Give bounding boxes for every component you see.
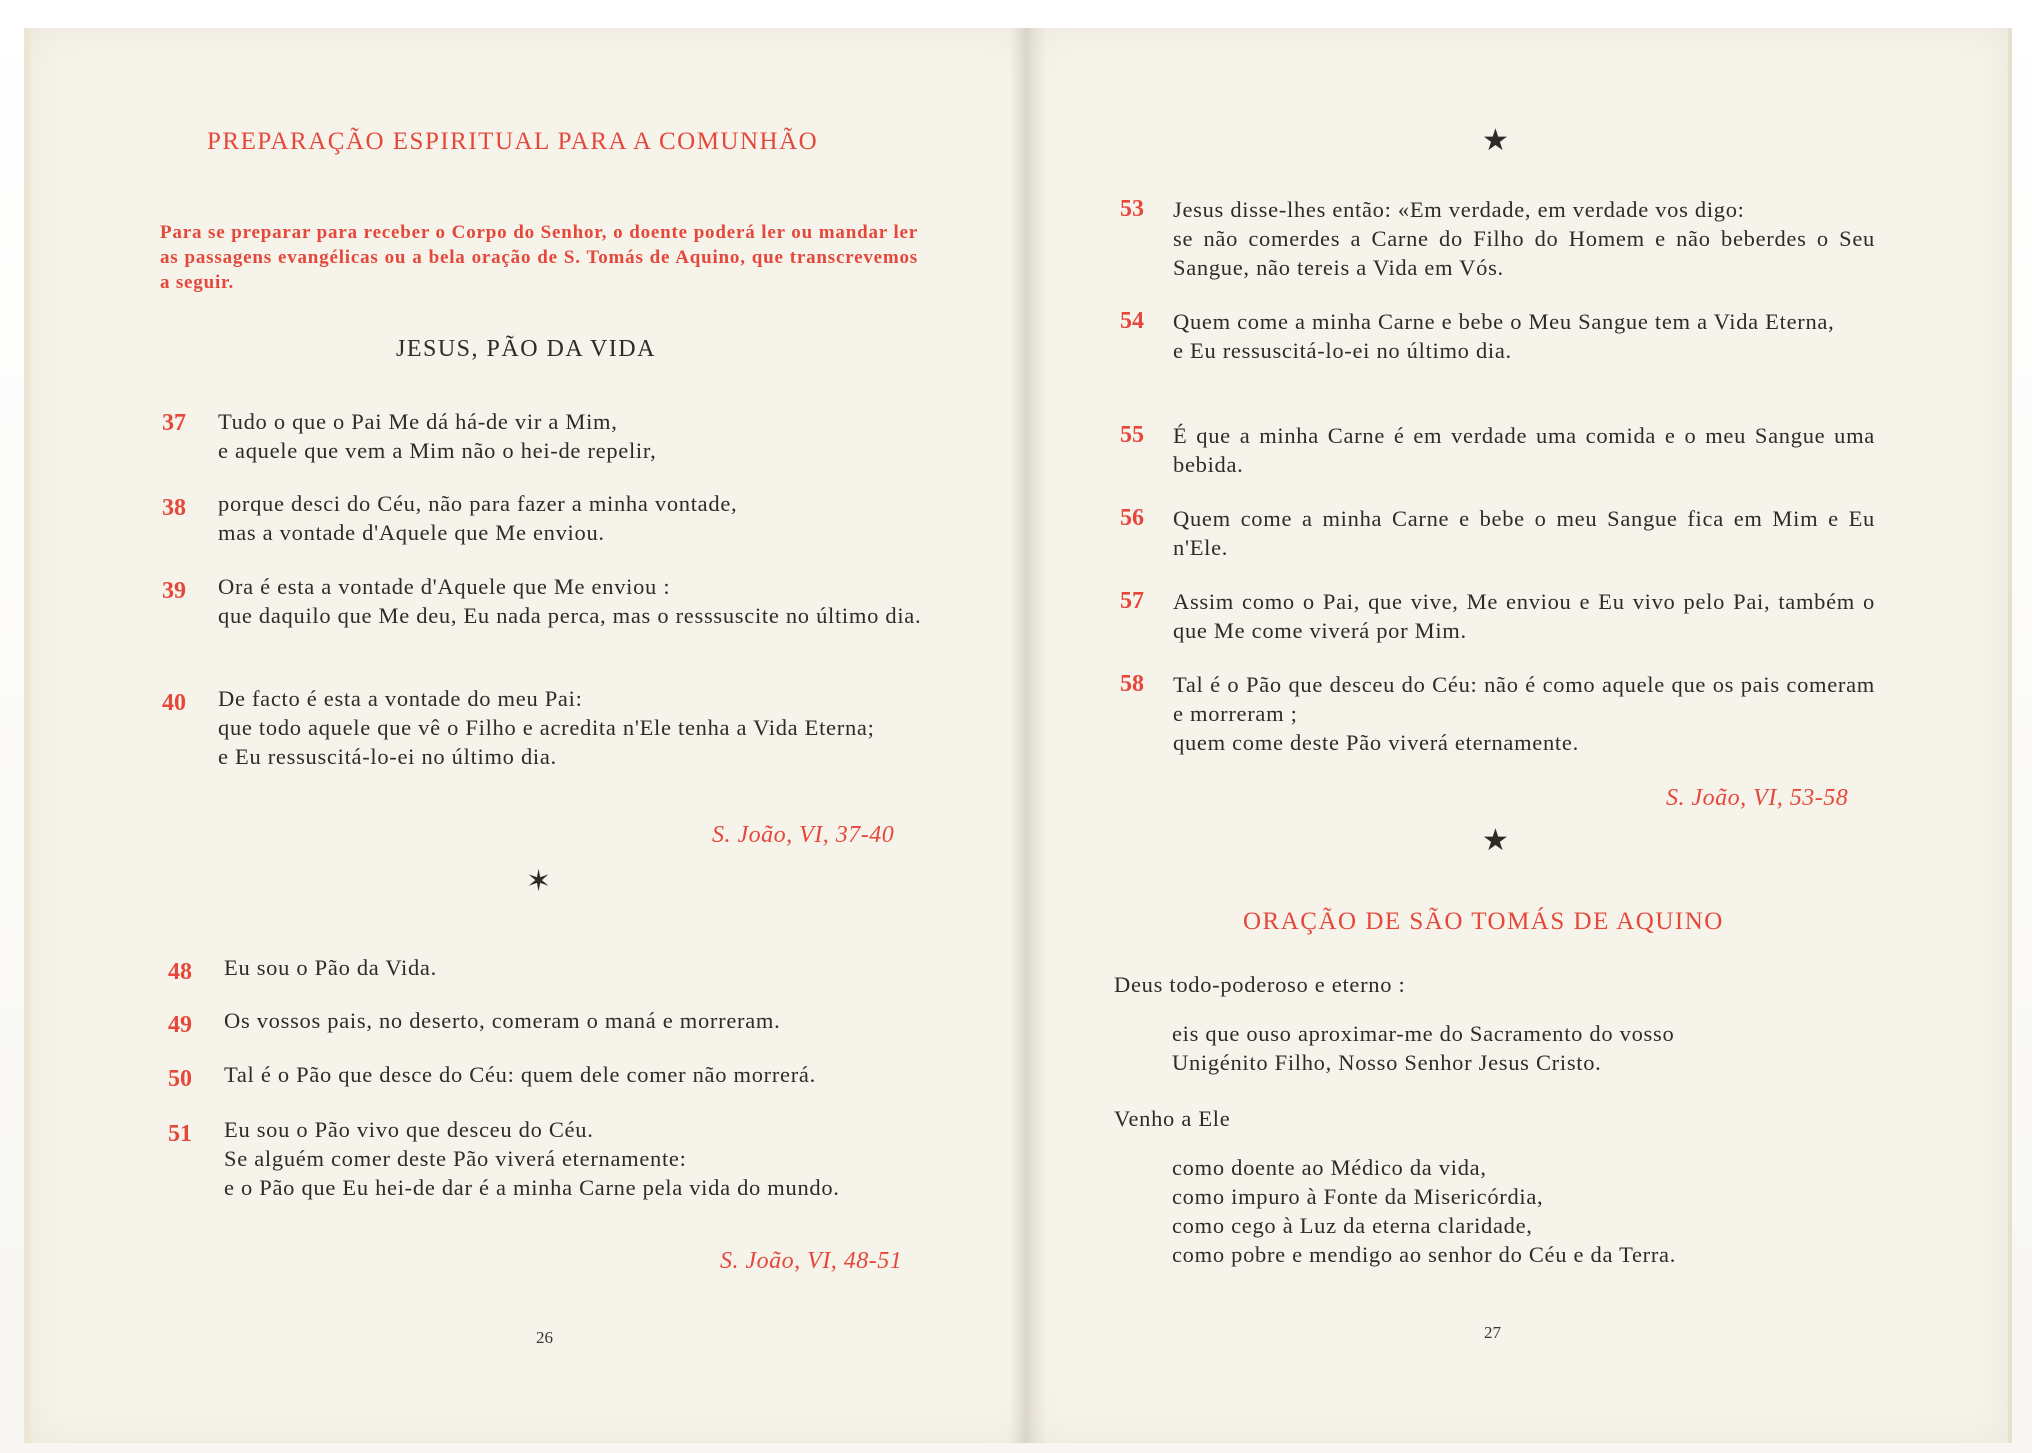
verse-number: 55 — [1120, 422, 1144, 448]
book-gutter — [1010, 28, 1046, 1443]
verse-number: 54 — [1120, 308, 1144, 334]
citation-john-53-58: S. João, VI, 53-58 — [1666, 785, 1849, 811]
verse-number: 53 — [1120, 196, 1144, 222]
verse-number: 40 — [162, 690, 186, 716]
verse-number: 58 — [1120, 671, 1144, 697]
citation-john-48-51: S. João, VI, 48-51 — [720, 1248, 903, 1274]
verse-number: 48 — [168, 959, 192, 985]
prayer-stanza-1: eis que ouso aproximar-me do Sacramento do vosso Unigénito Filho, Nosso Senhor Jesus Cristo. — [1172, 1021, 1675, 1075]
verse-text: Tal é o Pão que desce do Céu: quem dele comer não morrerá. — [224, 1062, 816, 1087]
prayer-intro: Deus todo-poderoso e eterno : — [1114, 972, 1406, 997]
heading-jesus-pao-da-vida: JESUS, PÃO DA VIDA — [396, 336, 656, 362]
verse-text: Eu sou o Pão da Vida. — [224, 955, 437, 980]
verse-text: Eu sou o Pão vivo que desceu do Céu. Se alguém comer deste Pão viverá eternamente: e o Pão que Eu hei-de dar é a minha Carne pela vida do mundo. — [224, 1117, 840, 1200]
verse-number: 51 — [168, 1121, 192, 1147]
intro-paragraph: Para se preparar para receber o Corpo do Senhor, o doente poderá ler ou mandar ler as passagens evangélicas ou a bela oração de S. Tomás de Aquino, que transcrevemos a seguir. — [160, 222, 918, 293]
star-ornament: ✶ — [526, 865, 552, 898]
verse-number: 56 — [1120, 505, 1144, 531]
verse-text: Assim como o Pai, que vive, Me enviou e Eu vivo pelo Pai, também o que Me come viverá por Mim. — [1173, 589, 1875, 643]
verse-number: 39 — [162, 578, 186, 604]
verse-text: Quem come a minha Carne e bebe o Meu Sangue tem a Vida Eterna, e Eu ressuscitá-lo-ei no último dia. — [1173, 309, 1835, 363]
star-ornament: ★ — [1482, 124, 1509, 157]
page-number-left: 26 — [536, 1328, 553, 1347]
verse-text: De facto é esta a vontade do meu Pai: que todo aquele que vê o Filho e acredita n'Ele tenha a Vida Eterna; e Eu ressuscitá-lo-ei no último dia. — [218, 686, 875, 769]
citation-john-37-40: S. João, VI, 37-40 — [712, 822, 895, 848]
verse-text: É que a minha Carne é em verdade uma comida e o meu Sangue uma bebida. — [1173, 423, 1875, 477]
prayer-stanza-2: como doente ao Médico da vida, como impuro à Fonte da Misericórdia, como cego à Luz da eterna claridade, como pobre e mendigo ao senhor do Céu e da Terra. — [1172, 1155, 1677, 1267]
verse-number: 50 — [168, 1066, 192, 1092]
verse-text: Ora é esta a vontade d'Aquele que Me enviou : que daquilo que Me deu, Eu nada perca, mas o resssuscite no último dia. — [218, 574, 922, 628]
prayer-title: ORAÇÃO DE SÃO TOMÁS DE AQUINO — [1243, 908, 1724, 935]
page-number-right: 27 — [1484, 1323, 1501, 1342]
verse-text: Quem come a minha Carne e bebe o meu Sangue fica em Mim e Eu n'Ele. — [1173, 506, 1875, 560]
verse-text: Os vossos pais, no deserto, comeram o maná e morreram. — [224, 1008, 781, 1033]
star-ornament: ★ — [1482, 824, 1509, 857]
verse-number: 37 — [162, 410, 186, 436]
verse-number: 57 — [1120, 588, 1144, 614]
verse-text: Tal é o Pão que desceu do Céu: não é como aquele que os pais comeram e morreram ; quem come deste Pão viverá eternamente. — [1173, 672, 1875, 755]
section-title: PREPARAÇÃO ESPIRITUAL PARA A COMUNHÃO — [207, 128, 819, 155]
verse-text: porque desci do Céu, não para fazer a minha vontade, mas a vontade d'Aquele que Me enviou. — [218, 491, 738, 545]
prayer-intro-2: Venho a Ele — [1114, 1106, 1231, 1131]
verse-text: Jesus disse-lhes então: «Em verdade, em verdade vos digo: se não comerdes a Carne do Filho do Homem e não beberdes o Seu Sangue, não tereis a Vida em Vós. — [1173, 197, 1875, 280]
verse-number: 49 — [168, 1012, 192, 1038]
verse-number: 38 — [162, 495, 186, 521]
verse-text: Tudo o que o Pai Me dá há-de vir a Mim, e aquele que vem a Mim não o hei-de repelir, — [218, 409, 657, 463]
